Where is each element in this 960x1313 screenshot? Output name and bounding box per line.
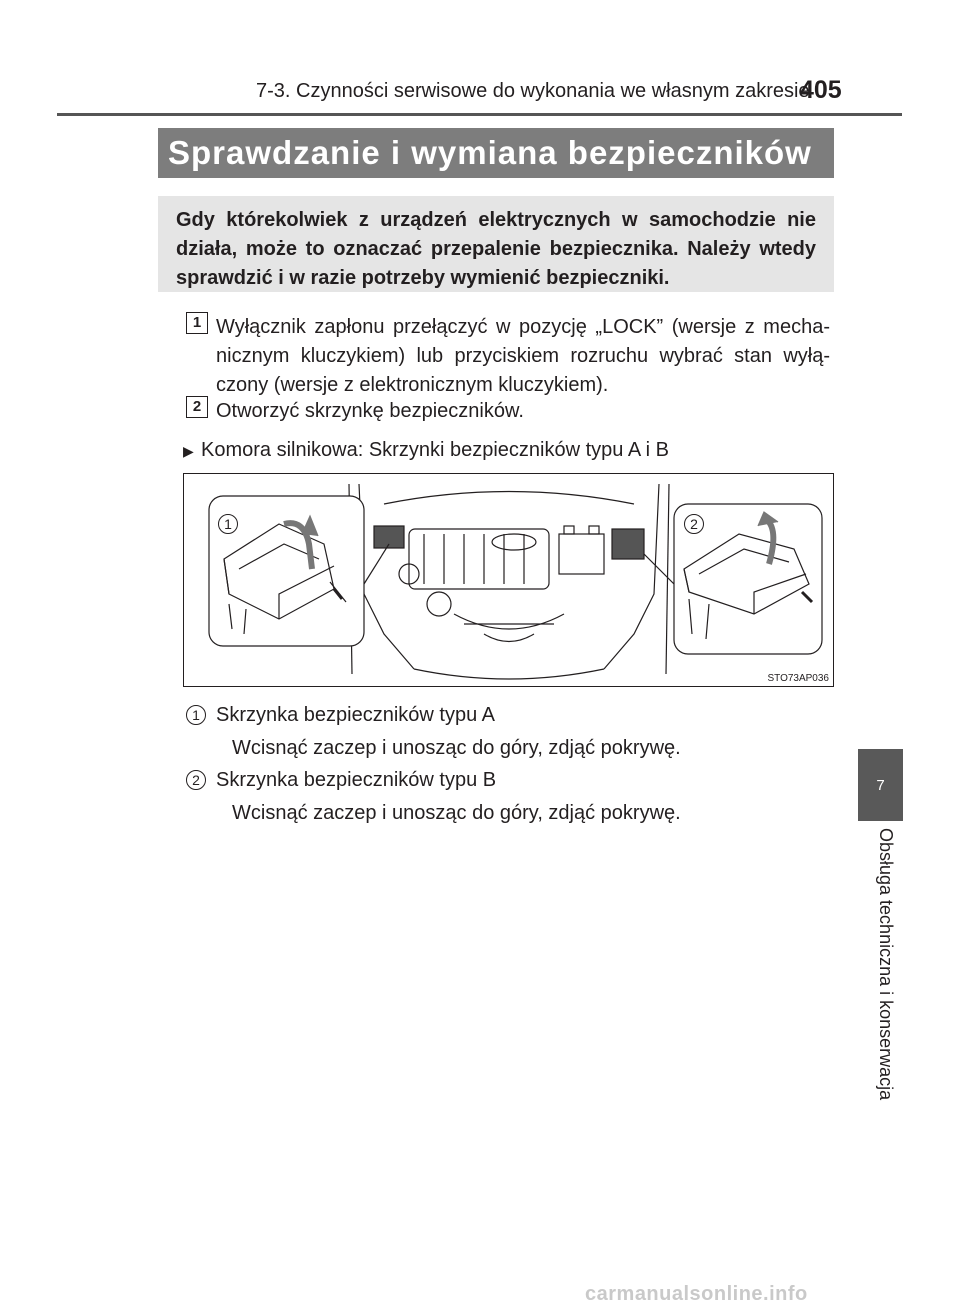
header-divider	[57, 113, 902, 116]
chapter-label: Obsługa techniczna i konserwacja	[876, 828, 896, 1101]
engine-bay-illustration	[184, 474, 833, 686]
engine-bay-figure	[183, 473, 834, 687]
intro-text: Gdy którekolwiek z urządzeń elektrycznych w samochodzie nie działa, może to oznaczać przepalenie bezpiecznika. Należy wtedy sprawdzić i w razie potrzeby wymienić bezpieczniki.	[176, 209, 816, 289]
triangle-bullet-icon: ▶	[183, 443, 194, 459]
caption-2-number: 2	[186, 770, 206, 790]
step-1-text: Wyłącznik zapłonu przełączyć w pozycję „LOCK” (wersje z mecha-nicznym kluczykiem) lub przyciskiem rozruchu wybrać stan wyłą-czony (wersje z elektronicznym kluczykiem).	[216, 316, 830, 396]
figure-code: STO73AP036	[767, 673, 829, 684]
caption-1-description: Wcisnąć zaczep i unosząc do góry, zdjąć pokrywę.	[232, 737, 681, 759]
chapter-tab: 7	[858, 749, 903, 821]
caption-1-number: 1	[186, 705, 206, 725]
step-2-badge: 2	[186, 396, 208, 418]
caption-2-title: Skrzynka bezpieczników typu B	[216, 769, 497, 791]
bullet-text: Komora silnikowa: Skrzynki bezpieczników typu A i B	[201, 439, 669, 461]
figure-callout-2: 2	[684, 514, 704, 534]
step-2-text: Otworzyć skrzynkę bezpieczników.	[216, 400, 524, 422]
figure-callout-1: 1	[218, 514, 238, 534]
caption-2-description: Wcisnąć zaczep i unosząc do góry, zdjąć pokrywę.	[232, 802, 681, 824]
caption-1-title: Skrzynka bezpieczników typu A	[216, 704, 496, 726]
bullet-item	[183, 436, 669, 466]
page-number: 405	[800, 76, 842, 104]
intro-box	[158, 196, 834, 292]
page-title: Sprawdzanie i wymiana bezpieczników	[158, 128, 834, 178]
header-section-title: 7-3. Czynności serwisowe do wykonania we własnym zakresie	[256, 80, 810, 102]
watermark: carmanualsonline.info	[585, 1283, 808, 1305]
step-1-badge: 1	[186, 312, 208, 334]
